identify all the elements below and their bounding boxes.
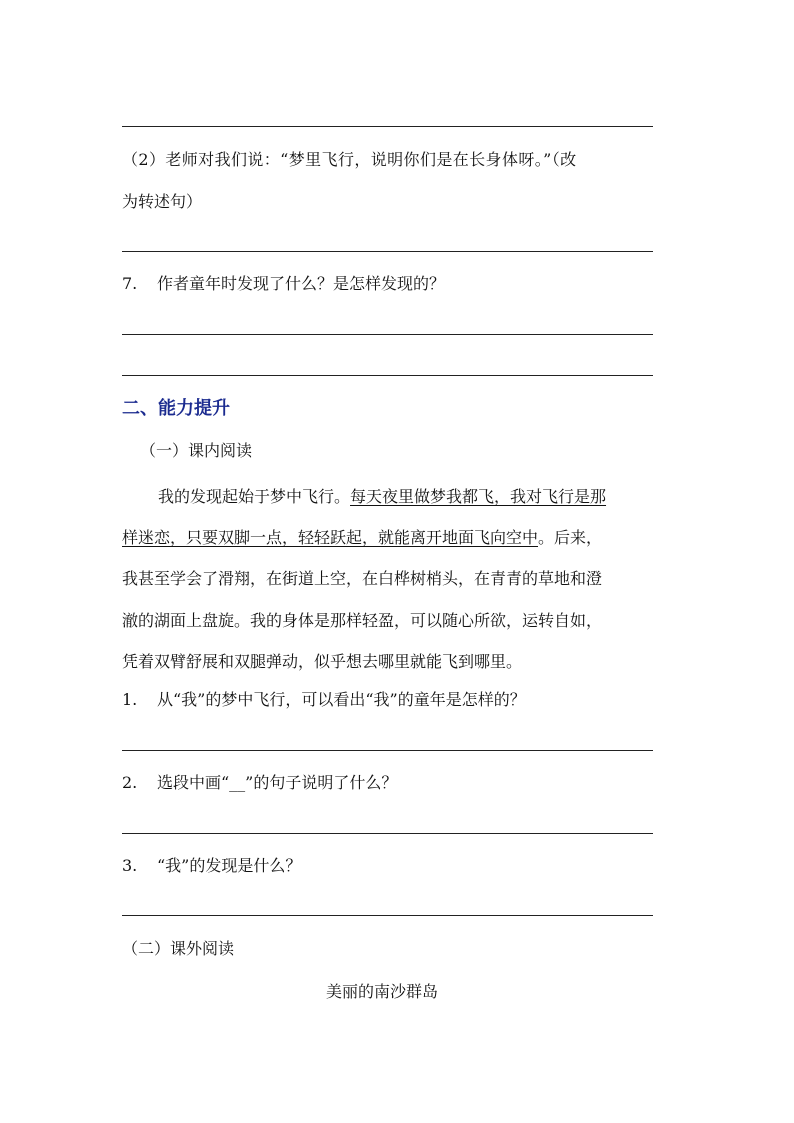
question-1-text: 从“我”的梦中飞行，可以看出“我”的童年是怎样的？ [157,690,526,709]
article-title: 美丽的南沙群岛 [326,982,439,1001]
subsection-title: （二）课外阅读 [122,939,235,958]
question-3-text: “我”的发现是什么？ [157,856,302,875]
answer-line [122,251,653,252]
passage-line-5: 凭着双臂舒展和双腿弹动，似乎想去哪里就能飞到哪里。 [122,652,523,671]
answer-line [122,375,653,376]
passage-line-4: 澈的湖面上盘旋。我的身体是那样轻盈，可以随心所欲，运转自如， [122,611,603,630]
subsection-title: （一）课内阅读 [140,441,253,460]
passage-text: 。后来， [538,528,603,547]
passage-text: 我的发现起始于梦中飞行。 [158,487,351,506]
question-2-number: 2. [122,773,138,792]
answer-line [122,750,653,751]
question-3-number: 3. [122,856,138,875]
section-title: 二、能力提升 [122,398,230,419]
answer-line [122,334,653,335]
question-6-2-line2: 为转述句） [122,192,203,211]
question-6-2-line1: （2）老师对我们说：“梦里飞行，说明你们是在长身体呀。”（改 [122,150,577,169]
question-2-text: 选段中画“__”的句子说明了什么？ [157,773,398,792]
answer-line [122,915,653,916]
question-1-number: 1. [122,690,138,709]
passage-line-2 [122,525,682,548]
question-7-number: 7. [122,274,138,293]
answer-line [122,833,653,834]
question-7-text: 作者童年时发现了什么？是怎样发现的？ [157,274,446,293]
passage-line-3: 我甚至学会了滑翔，在街道上空，在白桦树梢头，在青青的草地和澄 [122,569,603,588]
underlined-sentence: 样迷恋，只要双脚一点，轻轻跃起，就能离开地面飞向空中 [122,528,539,547]
underlined-sentence: 每天夜里做梦我都飞，我对飞行是那 [350,487,607,506]
answer-line [122,126,653,127]
passage-line-1 [122,484,682,507]
